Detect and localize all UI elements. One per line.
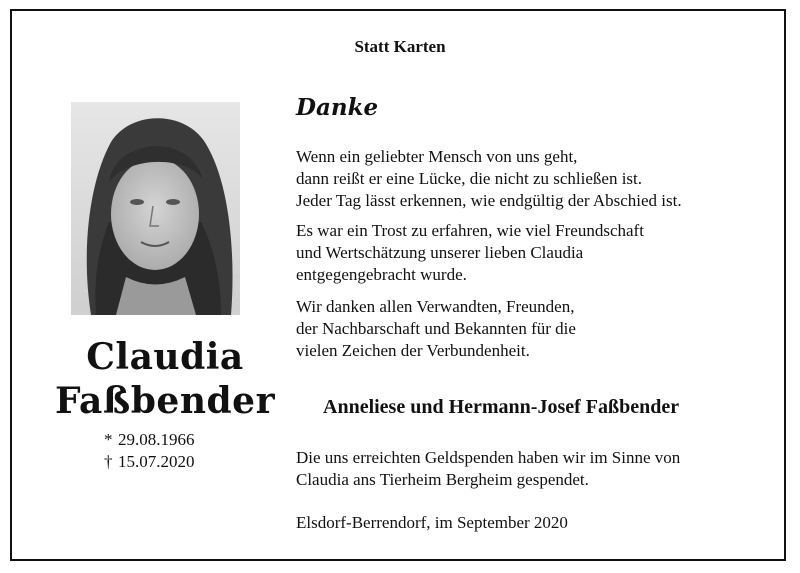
- death-cross-icon: †: [104, 452, 113, 471]
- text-line: vielen Zeichen der Verbundenheit.: [296, 341, 530, 360]
- main-title: Danke: [296, 94, 379, 121]
- signers: Anneliese und Hermann-Josef Faßbender: [323, 396, 680, 418]
- deceased-first-name: Claudia: [86, 336, 244, 378]
- birth-date-line: [104, 429, 195, 451]
- text-line: Jeder Tag lässt erkennen, wie endgültig der Abschied ist.: [296, 191, 682, 210]
- death-date: 15.07.2020: [118, 452, 195, 471]
- paragraph-1: [296, 146, 682, 212]
- text-line: entgegengebracht wurde.: [296, 265, 467, 284]
- donation-note: [296, 447, 680, 491]
- place-date: Elsdorf-Berrendorf, im September 2020: [296, 513, 568, 532]
- text-line: Wir danken allen Verwandten, Freunden,: [296, 297, 575, 316]
- text-line: Wenn ein geliebter Mensch von uns geht,: [296, 147, 578, 166]
- text-line: der Nachbarschaft und Bekannten für die: [296, 319, 576, 338]
- text-line: dann reißt er eine Lücke, die nicht zu schließen ist.: [296, 169, 643, 188]
- header-statt-karten: Statt Karten: [354, 37, 446, 56]
- text-line: Die uns erreichten Geldspenden haben wir im Sinne von: [296, 448, 681, 467]
- birth-date: 29.08.1966: [118, 430, 195, 449]
- text-line: Es war ein Trost zu erfahren, wie viel Freundschaft: [296, 221, 644, 240]
- portrait-photo: [71, 102, 240, 315]
- deceased-last-name: Faßbender: [54, 380, 276, 422]
- paragraph-3: [296, 296, 576, 362]
- life-dates: [104, 429, 195, 473]
- text-line: Claudia ans Tierheim Bergheim gespendet.: [296, 470, 589, 489]
- paragraph-2: [296, 220, 644, 286]
- death-date-line: [104, 451, 195, 473]
- text-line: und Wertschätzung unserer lieben Claudia: [296, 243, 584, 262]
- birth-star-icon: *: [104, 430, 113, 449]
